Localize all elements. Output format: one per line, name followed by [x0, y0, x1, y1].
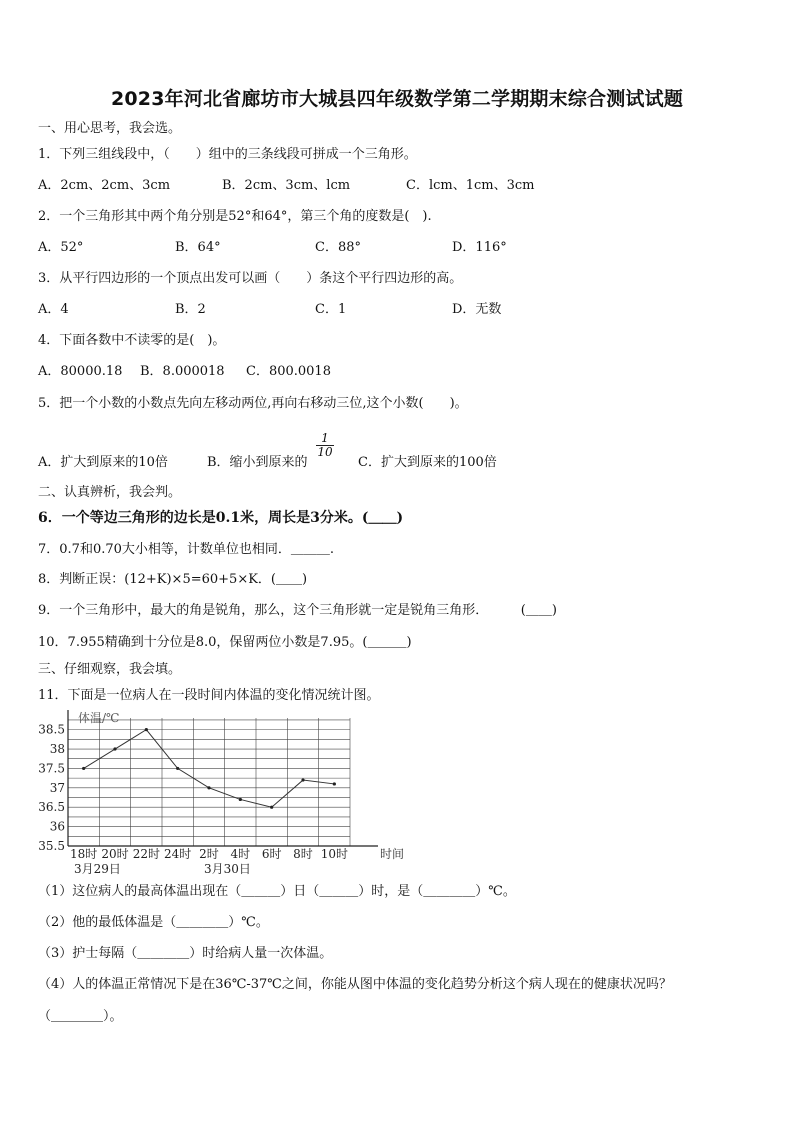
- q4-option-a[interactable]: A．80000.18: [38, 364, 123, 379]
- x-tick-label: 24时: [164, 847, 192, 861]
- question-11-part-3: （3）护士每隔（＿＿＿＿）时给病人量一次体温。: [38, 946, 333, 961]
- q2-option-a[interactable]: A．52°: [38, 240, 84, 255]
- x-tick-label: 20时: [101, 847, 129, 861]
- q3-option-d[interactable]: D．无数: [452, 302, 502, 317]
- y-tick-labels: [38, 723, 65, 853]
- q3-option-a[interactable]: A．4: [38, 302, 69, 317]
- data-point: [301, 778, 304, 781]
- y-tick-label: 37.5: [38, 761, 65, 776]
- q5-option-a[interactable]: A．扩大到原来的10倍: [38, 455, 168, 470]
- question-11-part-4-answer: （＿＿＿＿）。: [38, 1009, 123, 1024]
- question-1: 1．下列三组线段中，（ ）组中的三条线段可拼成一个三角形。: [38, 147, 417, 162]
- question-11-part-1: （1）这位病人的最高体温出现在（＿＿＿）日（＿＿＿）时，是（＿＿＿＿）℃。: [38, 884, 516, 899]
- fraction-denominator: 10: [317, 445, 333, 459]
- q5-fraction: [316, 432, 334, 459]
- data-point: [239, 798, 242, 801]
- date-label-1: 3月29日: [74, 862, 121, 876]
- data-point: [333, 782, 336, 785]
- q1-option-a[interactable]: A．2cm、2cm、3cm: [38, 178, 171, 193]
- data-point: [207, 786, 210, 789]
- question-3: 3．从平行四边形的一个顶点出发可以画（ ）条这个平行四边形的高。: [38, 271, 463, 286]
- x-tick-labels: [70, 846, 348, 861]
- section-2-heading: 二、认真辨析，我会判。: [38, 485, 182, 500]
- q1-option-c[interactable]: C．lcm、1cm、3cm: [406, 178, 535, 193]
- x-tick-label: 18时: [70, 847, 98, 861]
- question-2: 2．一个三角形其中两个角分别是52°和64°，第三个角的度数是( ).: [38, 209, 432, 224]
- q1-option-b[interactable]: B．2cm、3cm、lcm: [222, 178, 351, 193]
- fraction-numerator: 1: [316, 432, 334, 446]
- y-tick-label: 38: [49, 742, 65, 757]
- q4-option-c[interactable]: C．800.0018: [246, 364, 331, 379]
- question-6: 6．一个等边三角形的边长是0.1米，周长是3分米。(＿＿): [38, 510, 404, 526]
- x-tick-label: 8时: [293, 847, 313, 861]
- q3-option-b[interactable]: B．2: [175, 302, 206, 317]
- question-7: 7．0.7和0.70大小相等，计数单位也相同．＿＿＿.: [38, 542, 335, 557]
- y-tick-label: 35.5: [38, 839, 65, 853]
- x-tick-label: 4时: [230, 847, 251, 861]
- q2-option-c[interactable]: C．88°: [315, 240, 361, 255]
- temperature-line-chart: [30, 706, 420, 878]
- q2-option-d[interactable]: D．116°: [452, 240, 507, 255]
- y-tick-label: 36: [49, 819, 65, 834]
- q5-option-b[interactable]: B．缩小到原来的: [207, 455, 308, 470]
- q4-option-b[interactable]: B．8.000018: [140, 364, 225, 379]
- data-point: [176, 767, 179, 770]
- question-9: 9．一个三角形中，最大的角是锐角，那么，这个三角形就一定是锐角三角形． (＿＿): [38, 603, 557, 618]
- x-tick-label: 6时: [261, 847, 282, 861]
- question-10: 10．7.955精确到十分位是8.0，保留两位小数是7.95。(＿＿＿): [38, 635, 412, 650]
- data-point: [113, 747, 116, 750]
- question-4: 4．下面各数中不读零的是( )。: [38, 333, 226, 348]
- x-tick-label: 2时: [199, 847, 219, 861]
- q2-option-b[interactable]: B．64°: [175, 240, 221, 255]
- chart-grid: [68, 718, 350, 846]
- section-3-heading: 三、仔细观察，我会填。: [38, 662, 182, 677]
- question-11-part-4: （4）人的体温正常情况下是在36℃-37℃之间，你能从图中体温的变化趋势分析这个病人现在的健康状况吗？: [38, 977, 672, 992]
- section-1-heading: 一、用心思考，我会选。: [38, 121, 182, 136]
- data-point: [145, 728, 148, 731]
- x-tick-label: 22时: [132, 847, 160, 861]
- question-11-part-2: （2）他的最低体温是（＿＿＿＿）℃。: [38, 915, 269, 930]
- page-title: 2023年河北省廊坊市大城县四年级数学第二学期期末综合测试试题: [110, 88, 684, 110]
- date-label-2: 3月30日: [204, 862, 251, 876]
- x-tick-label: 10时: [320, 847, 348, 861]
- question-5: 5．把一个小数的小数点先向左移动两位,再向右移动三位,这个小数( )。: [38, 396, 468, 411]
- y-axis-label: 体温/℃: [78, 711, 120, 725]
- y-tick-label: 36.5: [38, 800, 65, 815]
- q3-option-c[interactable]: C．1: [315, 302, 347, 317]
- data-point: [82, 767, 85, 770]
- q5-option-c[interactable]: C．扩大到原来的100倍: [358, 455, 497, 470]
- y-tick-label: 38.5: [38, 722, 65, 737]
- question-11: 11．下面是一位病人在一段时间内体温的变化情况统计图。: [38, 688, 380, 703]
- y-tick-label: 37: [49, 780, 65, 795]
- x-axis-label: 时间: [380, 847, 405, 861]
- data-point: [270, 806, 273, 809]
- question-8: 8．判断正误：(12+K)×5=60+5×K．(＿＿): [38, 572, 308, 587]
